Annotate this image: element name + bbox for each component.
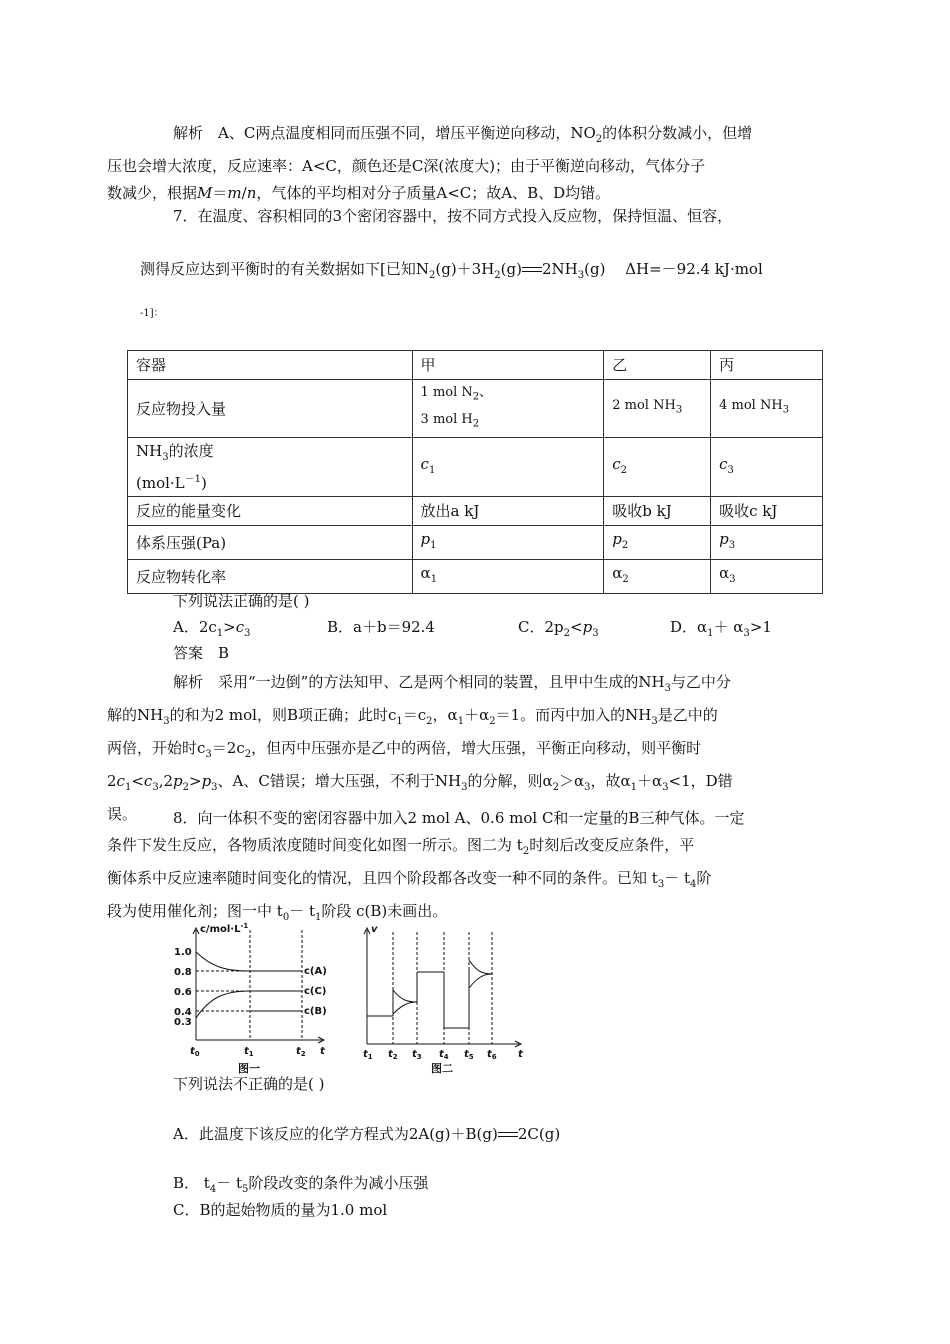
q7-stem-line1: 7．在温度、容积相同的3个密闭容器中，按不同方式投入反应物，保持恒温、恒容，	[173, 207, 733, 225]
fig2-ylabel: v	[371, 924, 378, 935]
fig1-ytick: 0.4	[174, 1007, 192, 1018]
fig2-xtick: t	[388, 1049, 393, 1060]
q7-option-d: D．$\alpha_1+ \alpha_3>1$	[670, 618, 772, 639]
q7-option-b: B．a＋b＝92.4	[327, 618, 435, 636]
equilibrium-arrow-icon	[522, 265, 542, 275]
q7-stem-line2: 测得反应达到平衡时的有关数据如下[已知$N_2(g)+3H_2(g)$ $2NH_3(g)$ ΔH=－92.4 kJ·mol	[140, 260, 763, 281]
figure1-concentration-chart	[170, 922, 340, 1077]
equilibrium-data-table	[127, 350, 823, 594]
svg-text:t2: $t_2$	[296, 1046, 306, 1058]
figure2-rate-chart	[355, 922, 535, 1077]
fig1-xtick: t	[190, 1046, 195, 1057]
q7-stem-line3: -1]：	[140, 308, 164, 319]
curve-cA	[196, 952, 302, 971]
fig1-ytick: 0.6	[174, 987, 192, 998]
fig1-label-cC: c(C)	[304, 986, 327, 997]
svg-text:t5: $t_5$	[464, 1049, 474, 1061]
table-row: 反应物投入量 1 mol $N_2$、 3 mol $H_2$ 2 mol $NH_3$ 4 mol $NH_3$	[128, 380, 823, 438]
equilibrium-arrow-icon	[498, 1130, 518, 1140]
q8-option-b: B． $t_4- t_5$阶段改变的条件为减小压强	[173, 1174, 429, 1195]
svg-text:t6: $t_6$	[487, 1049, 497, 1061]
q7-question: 下列说法正确的是( )	[173, 592, 310, 610]
table-row: $NH_3$的浓度 $(mol\cdot L^{-1})$ $c_1$ $c_2$ $c_3$	[128, 438, 823, 497]
fig1-label-cB: c(B)	[304, 1006, 327, 1017]
fig1-xtick: t	[296, 1046, 301, 1057]
svg-text:t1: $t_1$	[244, 1046, 254, 1058]
fig2-caption: 图二	[431, 1062, 453, 1075]
fig2-xtick: t	[487, 1049, 492, 1060]
fig1-label-cA: c(A)	[304, 966, 327, 977]
fig2-xtick: t	[363, 1049, 368, 1060]
svg-text:t: t	[518, 1049, 523, 1060]
table-row: 体系压强(Pa) $p_1$ $p_2$ $p_3$	[128, 526, 823, 560]
curve-cC	[196, 991, 302, 1018]
table-row: 反应的能量变化 放出a kJ 吸收b kJ 吸收c kJ	[128, 497, 823, 526]
svg-text:t3: $t_3$	[412, 1049, 422, 1061]
svg-text:t2: $t_2$	[388, 1049, 398, 1061]
svg-text:t4: $t_4$	[439, 1049, 449, 1061]
q7-option-a: A．$2c_1>c_3$	[173, 618, 251, 639]
q8-option-a: A．此温度下该反应的化学方程式为2A(g)＋B(g) 2C(g)	[173, 1125, 561, 1143]
analysis-q6: 解析 A、C两点温度相同而压强不同，增压平衡逆向移动，$NO_2$的体积分数减小，但增 压也会增大浓度，反应速率：A<C，颜色还是C深(浓度大)；由于平衡逆向移动，气体分子 数减少，根据M＝m/n，气体的平均相对分子质量A<C；故A、B、D均错。	[107, 124, 753, 202]
table-row: 反应物转化率 $\alpha_1$ $\alpha_2$ $\alpha_3$	[128, 560, 823, 594]
fig2-xtick: t	[439, 1049, 444, 1060]
fig1-ytick: 0.8	[174, 967, 192, 978]
fig1-xtick: t	[320, 1046, 325, 1057]
analysis-q7: 解析 采用“一边倒”的方法知甲、乙是两个相同的装置，且甲中生成的$NH_3$与乙中分 解的$NH_3$的和为2 mol，则B项正确；此时$c_1=c_2$，$\alpha_1+\alpha_2=1$。而丙中加入的$NH_3$是乙中的 两倍，开始时$c_3=2c_2$，但丙中压强亦是乙中的两倍，增大压强，平衡正向移动，则平衡时 $2c_1<c_3,2p_2>p_3$、A、C错误；增大压强，不利于$NH_3$的分解，则$\alpha_2>\alpha_3$，故$\alpha_1+\alpha_3<1$，D错 误。	[107, 673, 733, 823]
fig1-xtick: t	[244, 1046, 249, 1057]
q8-question: 下列说法不正确的是( )	[173, 1075, 325, 1093]
svg-text:t1: $t_1$	[363, 1049, 373, 1061]
fig1-ytick: 0.3	[174, 1017, 192, 1028]
q7-answer: 答案 B	[173, 644, 230, 662]
fig1-ytick: 1.0	[174, 947, 192, 958]
svg-text:t0: $t_0$	[190, 1046, 200, 1058]
q8-stem: 8．向一体积不变的密闭容器中加入2 mol A、0.6 mol C和一定量的B三种气体。一定 条件下发生反应，各物质浓度随时间变化如图一所示。图二为 $t_2$时刻后改变反应条件，平 衡体系中反应速率随时间变化的情况，且四个阶段都各改变一种不同的条件。已知 $t_3- t_4$阶 段为使用催化剂；图一中 $t_0- t_1$阶段 c(B)未画出。	[107, 809, 745, 923]
q7-option-c: C．$2p_2<p_3$	[518, 618, 599, 639]
fig1-caption: 图一	[238, 1062, 260, 1075]
table-row: 容器 甲 乙 丙	[128, 351, 823, 380]
fig2-xtick: t	[412, 1049, 417, 1060]
svg-text:c/mol·L-1: $c/mol\cdot L^{-1}$	[200, 922, 249, 935]
fig1-ylabel: c/mol·L	[200, 924, 241, 935]
fig2-xtick: t	[464, 1049, 469, 1060]
q8-option-c: C．B的起始物质的量为1.0 mol	[173, 1201, 388, 1219]
